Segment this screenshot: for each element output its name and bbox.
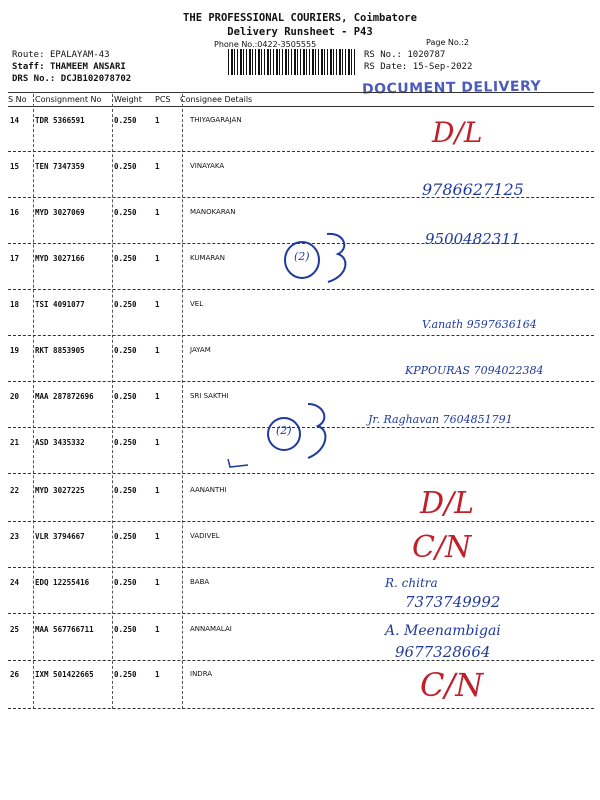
row-sno: 17 <box>10 254 20 263</box>
circled-mark <box>256 398 342 464</box>
row-consignment: MAA 567766711 <box>35 625 94 634</box>
handwritten-signature: A. Meenambigai <box>385 623 501 639</box>
row-consignment: TEN 7347359 <box>35 162 85 171</box>
row-sno: 26 <box>10 670 20 679</box>
row-consignment: TSI 4091077 <box>35 300 85 309</box>
row-pcs: 1 <box>155 625 160 634</box>
row-pcs: 1 <box>155 300 160 309</box>
col-consignment: Consignment No <box>35 95 102 104</box>
row-pcs: 1 <box>155 116 160 125</box>
handwritten-cn-mark: C/N <box>420 666 484 704</box>
handwritten-signature: Jr. Raghavan 7604851791 <box>368 413 513 426</box>
row-sno: 24 <box>10 578 20 587</box>
row-weight: 0.250 <box>114 578 137 587</box>
circled-mark-text: (2) <box>276 424 292 437</box>
handwritten-signature: V.anath 9597636164 <box>422 318 537 331</box>
handwritten-signature: KPPOURAS 7094022384 <box>405 364 544 377</box>
row-weight: 0.250 <box>114 300 137 309</box>
row-consignee: KUMARAN <box>190 254 225 262</box>
document-delivery-stamp: DOCUMENT DELIVERY <box>361 78 542 98</box>
rs-number-value: 1020787 <box>407 50 446 60</box>
row-consignee: VADIVEL <box>190 532 220 540</box>
handwritten-delivered-mark: D/L <box>432 116 483 149</box>
row-consignee: VEL <box>190 300 204 308</box>
row-pcs: 1 <box>155 162 160 171</box>
row-pcs: 1 <box>155 670 160 679</box>
handwritten-delivered-mark: D/L <box>420 486 475 521</box>
drs-value: DCJB102078702 <box>60 74 132 84</box>
row-consignment: MAA 287872696 <box>35 392 94 401</box>
header-bottom-rule <box>8 106 594 107</box>
handwritten-phone: 9786627125 <box>422 180 524 199</box>
header-top-rule <box>8 92 594 93</box>
row-pcs: 1 <box>155 486 160 495</box>
row-consignment: RKT 8853905 <box>35 346 85 355</box>
row-consignee: THIYAGARAJAN <box>190 116 242 124</box>
row-consignment: MYD 3027166 <box>35 254 85 263</box>
row-pcs: 1 <box>155 578 160 587</box>
col-divider <box>33 94 34 709</box>
row-consignee: ANNAMALAI <box>190 625 232 633</box>
rs-number-line <box>364 50 445 60</box>
row-rule <box>8 660 594 661</box>
circled-mark <box>272 226 358 292</box>
row-weight: 0.250 <box>114 670 137 679</box>
pen-tick-mark <box>226 454 252 466</box>
route-label: Route: <box>12 50 45 60</box>
row-consignment: VLR 3794667 <box>35 532 85 541</box>
row-consignee: BABA <box>190 578 210 586</box>
row-rule <box>8 151 594 152</box>
col-pcs: PCS <box>155 95 171 104</box>
row-consignee: SRI SAKTHI <box>190 392 229 400</box>
phone-number: Phone No.:0422-3505555 <box>214 40 317 49</box>
row-sno: 23 <box>10 532 20 541</box>
row-pcs: 1 <box>155 392 160 401</box>
row-weight: 0.250 <box>114 208 137 217</box>
row-consignee: AANANTHI <box>190 486 227 494</box>
col-divider <box>182 94 183 709</box>
row-sno: 25 <box>10 625 20 634</box>
staff-value: THAMEEM ANSARI <box>49 62 126 72</box>
route-value: EPALAYAM-43 <box>49 50 110 60</box>
row-pcs: 1 <box>155 438 160 447</box>
row-consignment: MYD 3027225 <box>35 486 85 495</box>
row-consignee: JAYAM <box>190 346 211 354</box>
runsheet-title: Delivery Runsheet - P43 <box>227 26 373 38</box>
row-consignee: VINAYAKA <box>190 162 225 170</box>
row-weight: 0.250 <box>114 532 137 541</box>
row-weight: 0.250 <box>114 162 137 171</box>
rs-date-label: RS Date: <box>364 62 408 72</box>
page-number: Page No.:2 <box>426 38 469 47</box>
drs-label: DRS No.: <box>12 74 56 84</box>
handwritten-signature: R. chitra <box>385 576 438 590</box>
row-weight: 0.250 <box>114 438 137 447</box>
col-divider <box>112 94 113 709</box>
staff-line <box>12 62 126 72</box>
row-weight: 0.250 <box>114 392 137 401</box>
row-consignment: ASD 3435332 <box>35 438 85 447</box>
rs-date-value: 15-Sep-2022 <box>412 62 473 72</box>
row-rule <box>8 567 594 568</box>
handwritten-phone: 9677328664 <box>395 643 491 661</box>
row-rule <box>8 473 594 474</box>
row-weight: 0.250 <box>114 625 137 634</box>
row-weight: 0.250 <box>114 254 137 263</box>
col-sno: S No <box>8 95 27 104</box>
row-weight: 0.250 <box>114 116 137 125</box>
row-pcs: 1 <box>155 208 160 217</box>
drs-line <box>12 74 131 84</box>
row-rule <box>8 613 594 614</box>
col-weight: Weight <box>114 95 142 104</box>
row-sno: 21 <box>10 438 20 447</box>
row-weight: 0.250 <box>114 486 137 495</box>
row-consignee: MANOKARAN <box>190 208 236 216</box>
row-pcs: 1 <box>155 254 160 263</box>
col-consignee: Consignee Details <box>180 95 253 104</box>
row-weight: 0.250 <box>114 346 137 355</box>
row-consignee: INDRA <box>190 670 213 678</box>
row-rule <box>8 521 594 522</box>
route-line <box>12 50 110 60</box>
row-pcs: 1 <box>155 532 160 541</box>
row-sno: 20 <box>10 392 20 401</box>
row-sno: 16 <box>10 208 20 217</box>
handwritten-phone: 7373749992 <box>405 593 501 611</box>
row-consignment: MYD 3027069 <box>35 208 85 217</box>
barcode <box>228 49 356 75</box>
row-sno: 18 <box>10 300 20 309</box>
row-consignment: EDQ 12255416 <box>35 578 90 587</box>
handwritten-phone: 9500482311 <box>425 230 521 248</box>
row-sno: 15 <box>10 162 20 171</box>
row-rule <box>8 335 594 336</box>
circled-mark-text: (2) <box>294 250 310 263</box>
row-sno: 14 <box>10 116 20 125</box>
row-consignment: TDR 5366591 <box>35 116 85 125</box>
row-consignment: IXM 501422665 <box>35 670 94 679</box>
staff-label: Staff: <box>12 62 45 72</box>
row-pcs: 1 <box>155 346 160 355</box>
row-sno: 19 <box>10 346 20 355</box>
rs-date-line <box>364 62 472 72</box>
row-sno: 22 <box>10 486 20 495</box>
company-title: THE PROFESSIONAL COURIERS, Coimbatore <box>183 12 417 24</box>
handwritten-cn-mark: C/N <box>412 530 472 565</box>
rs-number-label: RS No.: <box>364 50 402 60</box>
row-rule <box>8 708 594 709</box>
row-rule <box>8 381 594 382</box>
